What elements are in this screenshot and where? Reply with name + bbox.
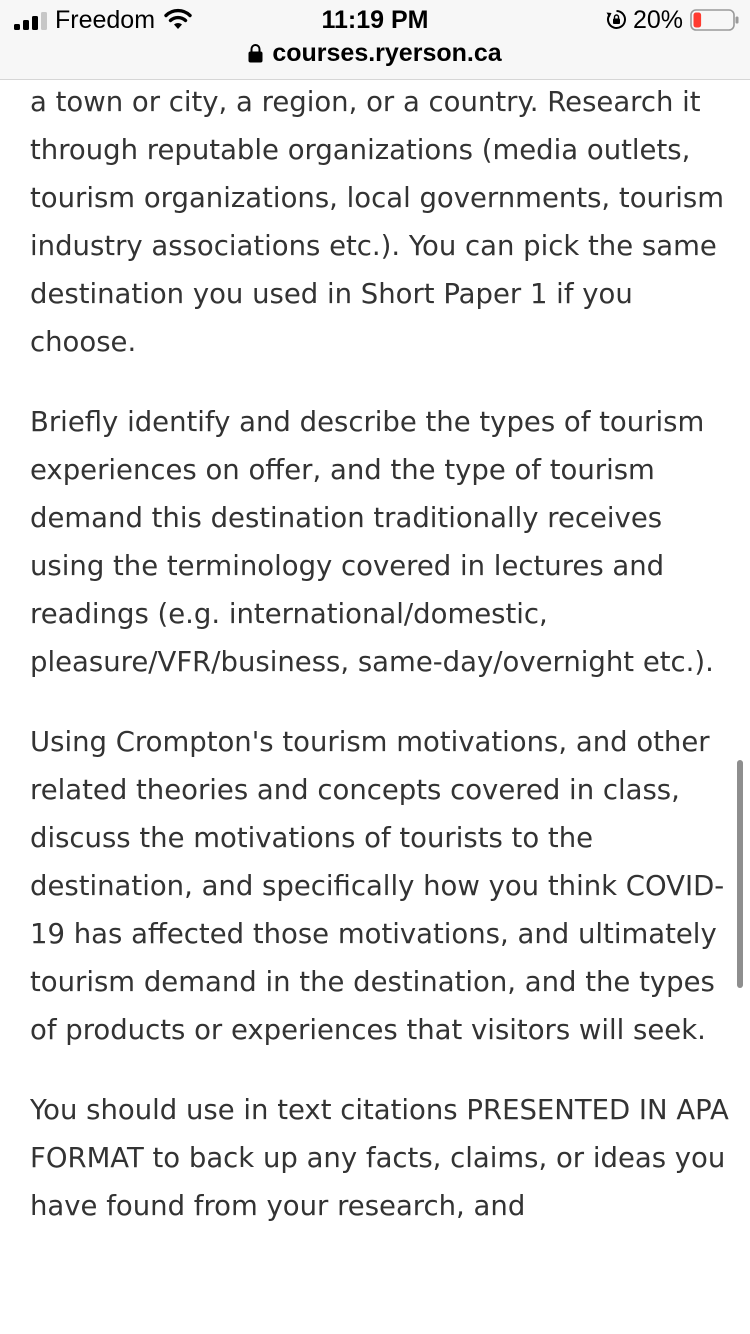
assignment-text — [30, 78, 730, 1262]
address-bar[interactable] — [0, 37, 750, 69]
clock: 11:19 PM — [321, 6, 429, 34]
battery-percent: 20% — [633, 6, 684, 34]
scroll-indicator[interactable] — [737, 760, 743, 988]
rotation-lock-icon — [606, 9, 627, 30]
paragraph: Using Crompton's tourism motivations, and other related theories and concepts covered in class, discuss the motivations of tourists to the destination, and specifically how you think COVID-19 has affected those motivations, and ultimately tourism demand in the destination, and the types of products or experiences that visitors will seek. — [30, 726, 725, 1046]
lock-icon — [248, 43, 263, 63]
battery-icon — [690, 9, 740, 31]
carrier-name: Freedom — [55, 6, 156, 34]
paragraph: Briefly identify and describe the types of tourism experiences on offer, and the type of tourism demand this destination traditionally receives using the terminology covered in lectures and readings (e.g. international/domestic, pleasure/VFR/business, same-day/overnight etc.). — [30, 406, 714, 678]
status-bar — [0, 0, 750, 80]
paragraph: You should use in text citations PRESENTED IN APA FORMAT to back up any facts, claims, or ideas you have found from your research, and — [30, 1094, 729, 1222]
url-text[interactable]: courses.ryerson.ca — [272, 39, 502, 67]
paragraph: a town or city, a region, or a country. Research it through reputable organizations (media outlets, tourism organizations, local governments, tourism industry associations etc.). You can pick the same destination you used in Short Paper 1 if you choose. — [30, 86, 725, 358]
